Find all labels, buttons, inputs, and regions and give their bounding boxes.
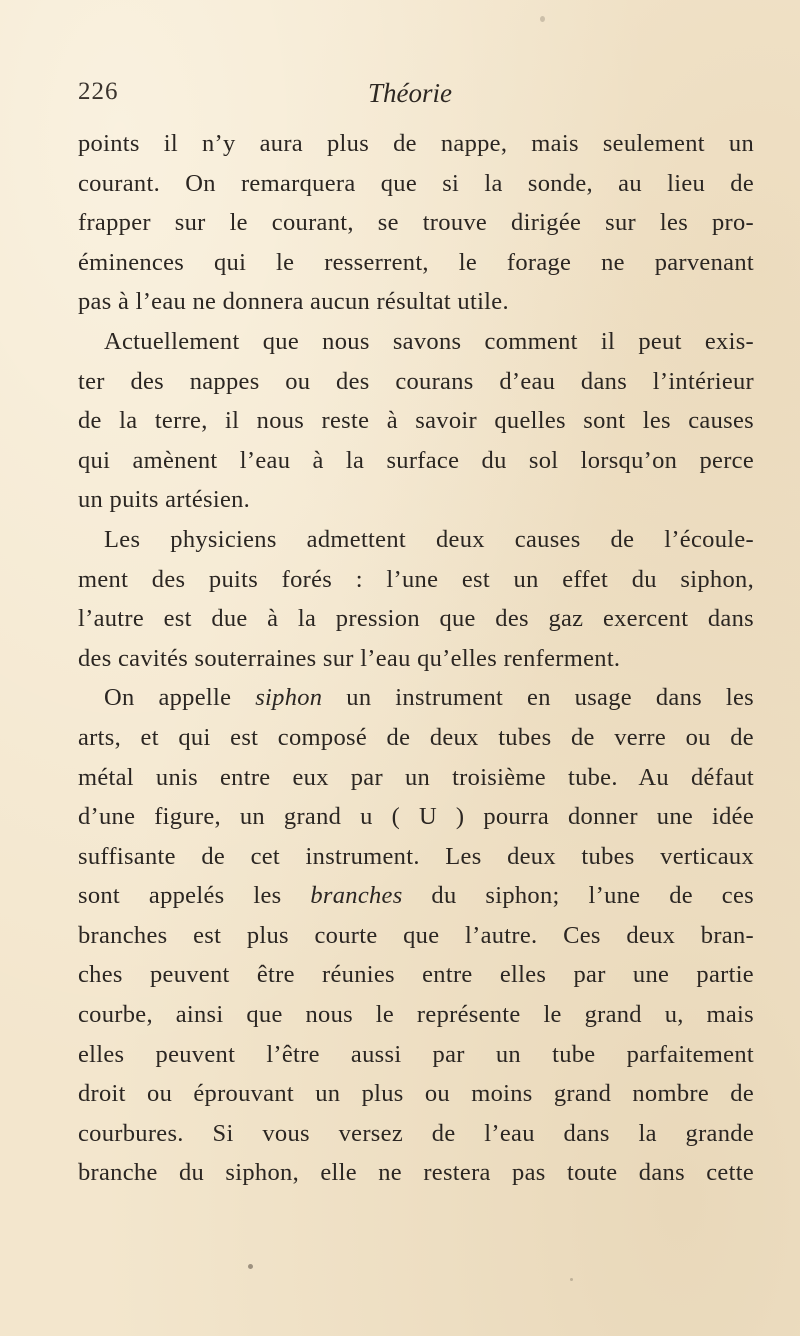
page-header: [78, 78, 740, 118]
text-line: ches peuvent être réunies entre elles par une partie: [78, 961, 754, 989]
text-line: de la terre, il nous reste à savoir quelles sont les causes: [78, 407, 754, 435]
text-line: suffisante de cet instrument. Les deux tubes verticaux: [78, 842, 754, 870]
text-line: frapper sur le courant, se trouve dirigée sur les pro-: [78, 209, 754, 237]
text-line: Actuellement que nous savons comment il peut exis-: [104, 327, 754, 355]
text-line: elles peuvent l’être aussi par un tube parfaitement: [78, 1040, 754, 1068]
ink-speck: [540, 16, 545, 22]
text-line: [78, 876, 754, 916]
text-line: qui amènent l’eau à la surface du sol lorsqu’on perce: [78, 446, 754, 474]
text-line: éminences qui le resserrent, le forage ne parvenant: [78, 248, 754, 276]
text-line: courbures. Si vous versez de l’eau dans la grande: [78, 1119, 754, 1147]
text-run: un instrument en usage dans les: [322, 684, 754, 712]
ink-speck: [248, 1264, 253, 1269]
ink-speck: [570, 1278, 573, 1281]
text-line: Les physiciens admettent deux causes de l’écoule-: [104, 525, 754, 553]
text-line: [78, 678, 754, 718]
text-line: branches est plus courte que l’autre. Ces deux bran-: [78, 921, 754, 949]
text-run: du siphon; l’une de ces: [402, 882, 754, 910]
text-line: métal unis entre eux par un troisième tube. Au défaut: [78, 763, 754, 791]
text-line: droit ou éprouvant un plus ou moins grand nombre de: [78, 1080, 754, 1108]
italic-term: branches: [310, 882, 403, 910]
text-line: courbe, ainsi que nous le représente le grand u, mais: [78, 1001, 754, 1029]
text-line: des cavités souterraines sur l’eau qu’elles renferment.: [78, 644, 621, 672]
text-line: un puits artésien.: [78, 486, 251, 514]
text-line: arts, et qui est composé de deux tubes de verre ou de: [78, 723, 754, 751]
running-title: Théorie: [368, 78, 452, 108]
italic-term: siphon: [255, 684, 323, 712]
text-line: pas à l’eau ne donnera aucun résultat utile.: [78, 288, 509, 316]
text-line: branche du siphon, elle ne restera pas toute dans cette: [78, 1159, 754, 1187]
text-line: d’une figure, un grand u ( U ) pourra donner une idée: [78, 803, 754, 831]
body-text: [78, 124, 754, 1193]
text-line: ment des puits forés : l’une est un effet du siphon,: [78, 565, 754, 593]
text-run: sont appelés les: [78, 882, 311, 910]
text-line: courant. On remarquera que si la sonde, au lieu de: [78, 169, 754, 197]
text-line: points il n’y aura plus de nappe, mais seulement un: [78, 130, 754, 157]
text-line: ter des nappes ou des courans d’eau dans l’intérieur: [78, 367, 754, 395]
text-line: l’autre est due à la pression que des gaz exercent dans: [78, 605, 754, 633]
page-number: 226: [78, 78, 119, 105]
text-run: On appelle: [104, 684, 256, 712]
